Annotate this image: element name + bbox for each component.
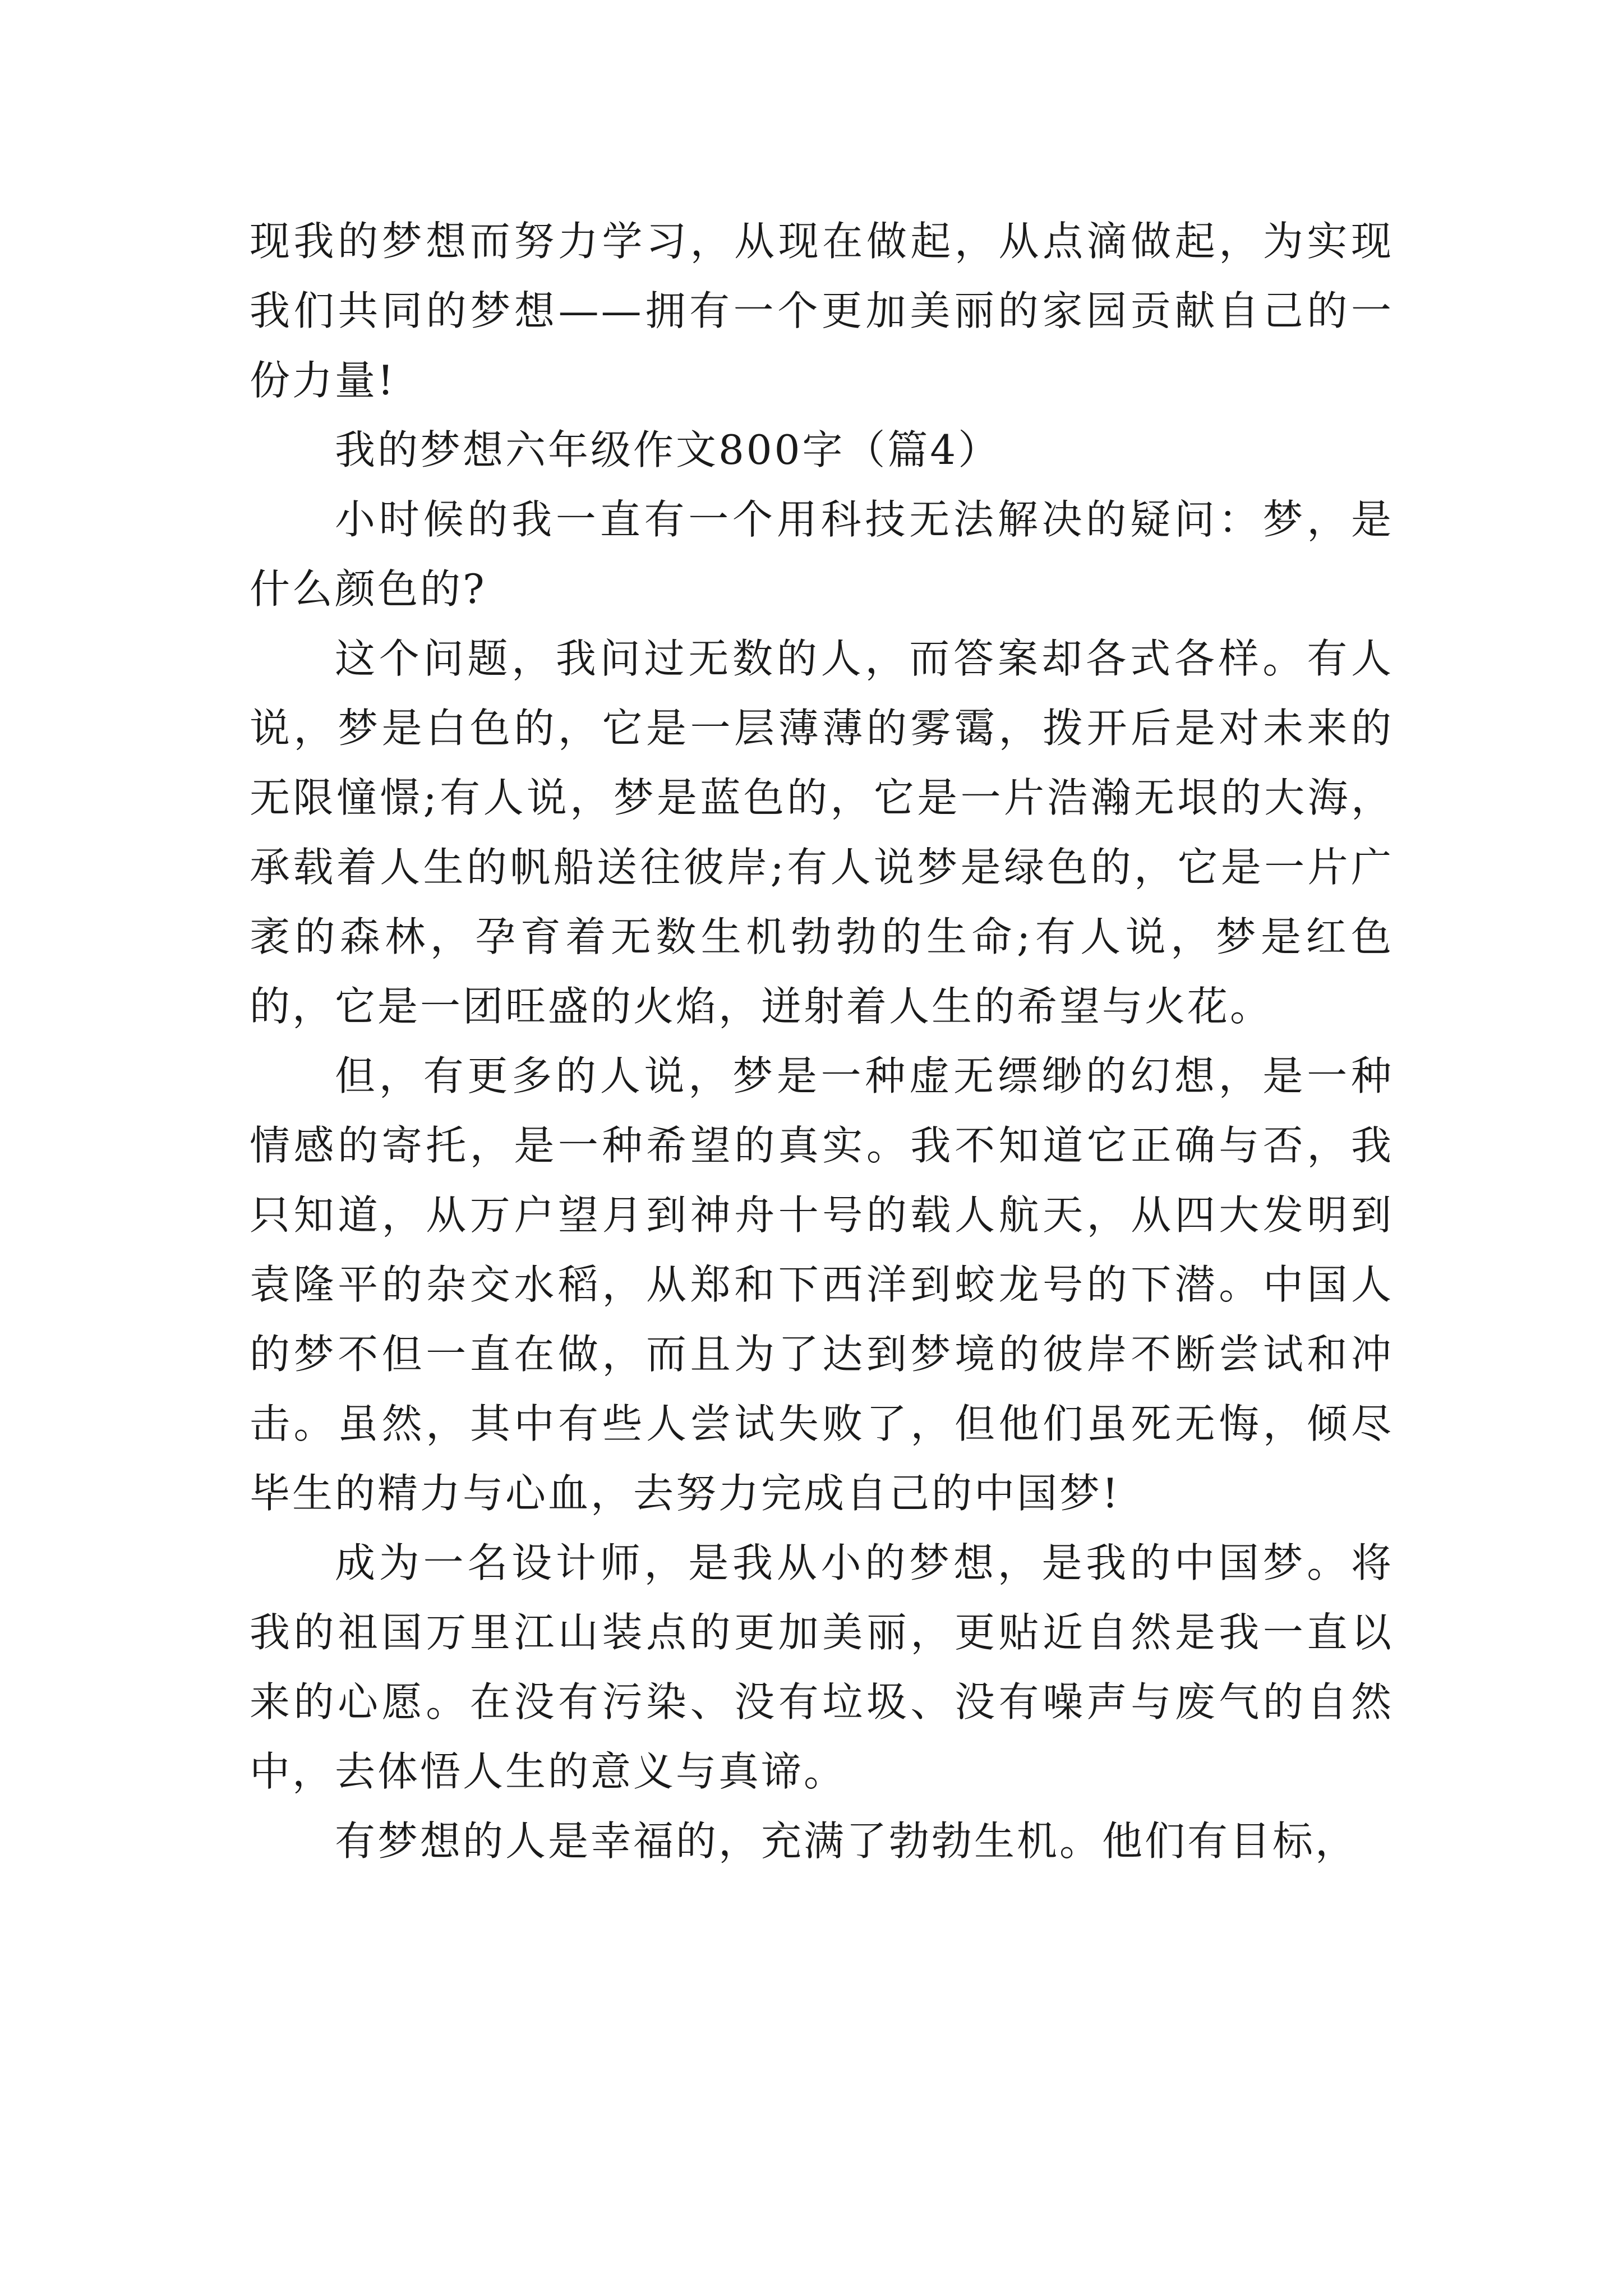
paragraph: 小时候的我一直有一个用科技无法解决的疑问：梦，是什么颜色的? [250, 496, 1394, 613]
paragraph: 有梦想的人是幸福的，充满了勃勃生机。他们有目标， [335, 1818, 1358, 1865]
paragraph: 成为一名设计师，是我从小的梦想，是我的中国梦。将我的祖国万里江山装点的更加美丽，更贴近自然是我一直以来的心愿。在没有污染、没有垃圾、没有噪声与废气的自然中，去体悟人生的意义与真谛。 [250, 1539, 1394, 1795]
paragraph-continuation: 现我的梦想而努力学习，从现在做起，从点滴做起，为实现我们共同的梦想——拥有一个更加美丽的家园贡献自己的一份力量! [250, 218, 1394, 404]
paragraph: 但，有更多的人说，梦是一种虚无缥缈的幻想，是一种情感的寄托，是一种希望的真实。我不知道它正确与否，我只知道，从万户望月到神舟十号的载人航天，从四大发明到袁隆平的杂交水稻，从郑和下西洋到蛟龙号的下潜。中国人的梦不但一直在做，而且为了达到梦境的彼岸不断尝试和冲击。虽然，其中有些人尝试失败了，但他们虽死无悔，倾尽毕生的精力与心血，去努力完成自己的中国梦! [250, 1052, 1394, 1517]
document-body [250, 206, 1394, 1876]
section-heading: 我的梦想六年级作文800字（篇4） [335, 426, 1001, 473]
paragraph: 这个问题，我问过无数的人，而答案却各式各样。有人说，梦是白色的，它是一层薄薄的雾霭，拨开后是对未来的无限憧憬;有人说，梦是蓝色的，它是一片浩瀚无垠的大海，承载着人生的帆船送往彼岸;有人说梦是绿色的，它是一片广袤的森林，孕育着无数生机勃勃的生命;有人说，梦是红色的，它是一团旺盛的火焰，迸射着人生的希望与火花。 [250, 635, 1394, 1030]
